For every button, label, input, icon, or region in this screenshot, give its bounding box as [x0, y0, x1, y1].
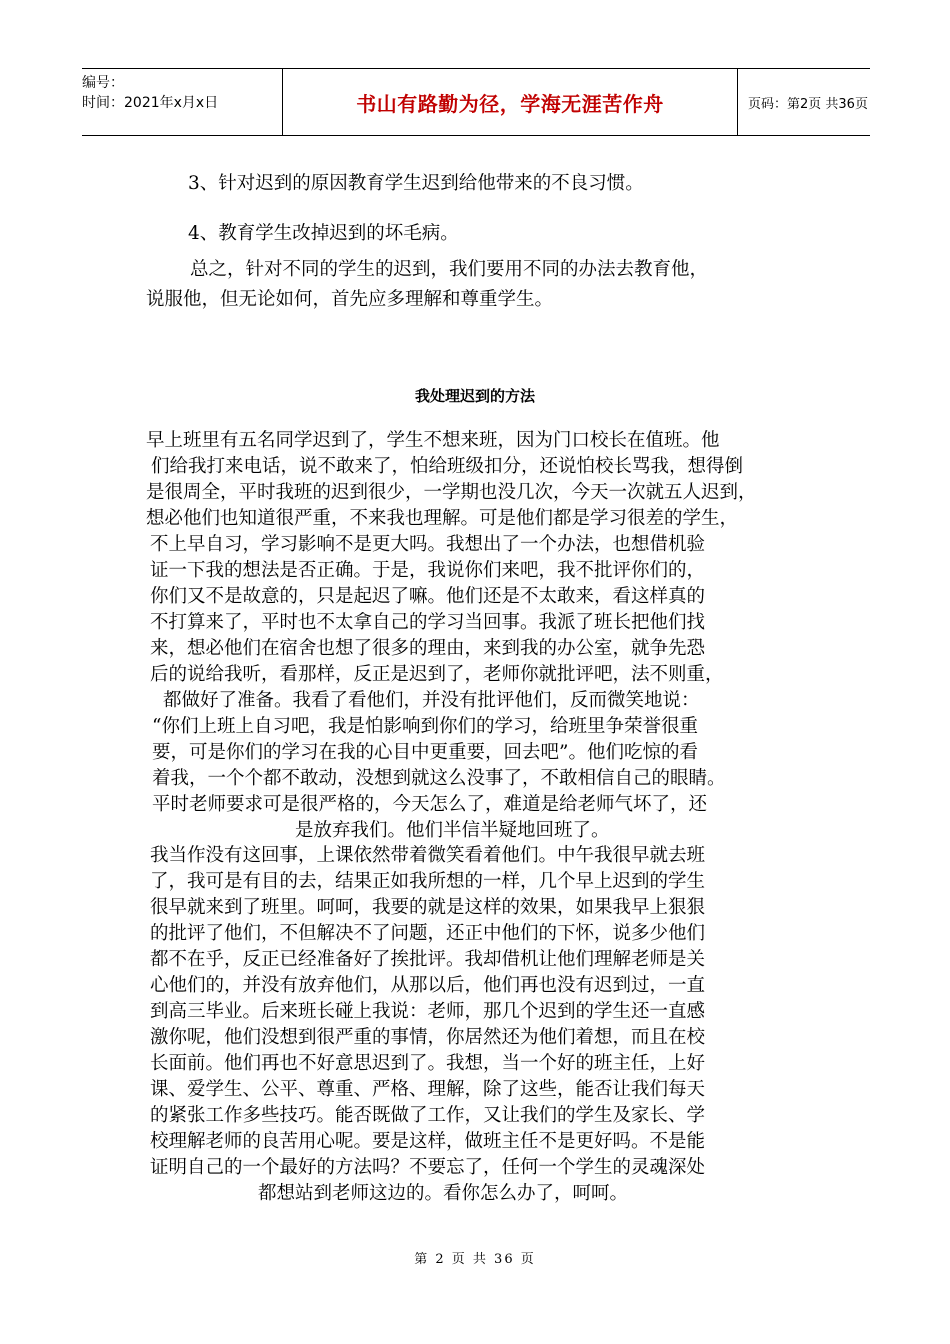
paragraph-line: 后的说给我听，看那样，反正是迟到了，老师你就批评吧，法不则重，: [150, 664, 724, 685]
paragraph-line: 激你呢，他们没想到很严重的事情，你居然还为他们着想，而且在校: [150, 1027, 706, 1048]
paragraph-line: 是放弃我们。他们半信半疑地回班了。: [295, 820, 610, 841]
paragraph-line: 是很周全，平时我班的迟到很少，一学期也没几次，今天一次就五人迟到，: [146, 482, 757, 503]
paragraph-line: 的紧张工作多些技巧。能否既做了工作，又让我们的学生及家长、学: [150, 1105, 706, 1126]
paragraph-line: 平时老师要求可是很严格的，今天怎么了，难道是给老师气坏了，还: [152, 794, 708, 815]
paragraph-line: 长面前。他们再也不好意思迟到了。我想，当一个好的班主任，上好: [150, 1053, 706, 1074]
paragraph-line: 的批评了他们，不但解决不了问题，还正中他们的下怀，说多少他们: [150, 923, 706, 944]
page-footer: 第 2 页 共 36 页: [414, 1252, 536, 1267]
paragraph-line: “你们上班上自习吧，我是怕影响到你们的学习，给班里争荣誉很重: [152, 716, 698, 737]
intro-line: 3、针对迟到的原因教育学生迟到给他带来的不良习惯。: [188, 173, 644, 194]
paragraph-line: 来，想必他们在宿舍也想了很多的理由，来到我的办公室，就争先恐: [150, 638, 706, 659]
paragraph-line: 了，我可是有目的去，结果正如我所想的一样，几个早上迟到的学生: [150, 871, 706, 892]
paragraph-line: 们给我打来电话，说不敢来了，怕给班级扣分，还说怕校长骂我，想得倒: [151, 456, 744, 477]
intro-line: 说服他，但无论如何，首先应多理解和尊重学生。: [146, 289, 554, 310]
paragraph-line: 都想站到老师这边的。看你怎么办了，呵呵。: [258, 1183, 629, 1204]
paragraph-line: 着我，一个个都不敢动，没想到就这么没事了，不敢相信自己的眼睛。: [152, 768, 726, 789]
paragraph-line: 校理解老师的良苦用心呢。要是这样，做班主任不是更好吗。不是能: [150, 1131, 706, 1152]
document-number-label: 编号：: [82, 75, 124, 91]
intro-line: 总之，针对不同的学生的迟到，我们要用不同的办法去教育他，: [190, 259, 709, 280]
paragraph-line: 要，可是你们的学习在我的心目中更重要，回去吧”。他们吃惊的看: [152, 742, 698, 763]
document-header: [82, 68, 870, 136]
paragraph-line: 想必他们也知道很严重，不来我也理解。可是他们都是学习很差的学生，: [146, 508, 739, 529]
header-page-cell: [738, 69, 870, 135]
paragraph-line: 我当作没有这回事，上课依然带着微笑看着他们。中午我很早就去班: [150, 845, 706, 866]
paragraph-line: 很早就来到了班里。呵呵，我要的就是这样的效果，如果我早上狠狠: [150, 897, 706, 918]
header-motto-cell: [282, 69, 738, 135]
paragraph-line: 证一下我的想法是否正确。于是，我说你们来吧，我不批评你们的，: [150, 560, 706, 581]
paragraph-line: 都做好了准备。我看了看他们，并没有批评他们，反而微笑地说：: [163, 690, 700, 711]
paragraph-line: 证明自己的一个最好的方法吗？不要忘了，任何一个学生的灵魂深处: [150, 1157, 706, 1178]
paragraph-line: 到高三毕业。后来班长碰上我说：老师，那几个迟到的学生还一直感: [150, 1001, 706, 1022]
paragraph-line: 课、爱学生、公平、尊重、严格、理解，除了这些，能否让我们每天: [150, 1079, 706, 1100]
paragraph-line: 早上班里有五名同学迟到了，学生不想来班，因为门口校长在值班。他: [146, 430, 720, 451]
article-title: 我处理迟到的方法: [414, 387, 535, 405]
paragraph-line: 都不在乎，反正已经准备好了挨批评。我却借机让他们理解老师是关: [150, 949, 706, 970]
paragraph-line: 不打算来了，平时也不太拿自己的学习当回事。我派了班长把他们找: [150, 612, 706, 633]
header-meta-cell: [82, 69, 282, 135]
header-motto: 书山有路勤为径，学海无涯苦作舟: [356, 91, 664, 116]
paragraph-line: 心他们的，并没有放弃他们，从那以后，他们再也没有迟到过，一直: [150, 975, 706, 996]
header-page-info: 页码：第2页 共36页: [748, 96, 868, 112]
paragraph-line: 不上早自习，学习影响不是更大吗。我想出了一个办法，也想借机验: [150, 534, 706, 555]
document-date-label: 时间：2021年x月x日: [82, 95, 219, 111]
intro-line: 4、教育学生改掉迟到的坏毛病。: [188, 223, 459, 244]
paragraph-line: 你们又不是故意的，只是起迟了嘛。他们还是不太敢来，看这样真的: [150, 586, 706, 607]
